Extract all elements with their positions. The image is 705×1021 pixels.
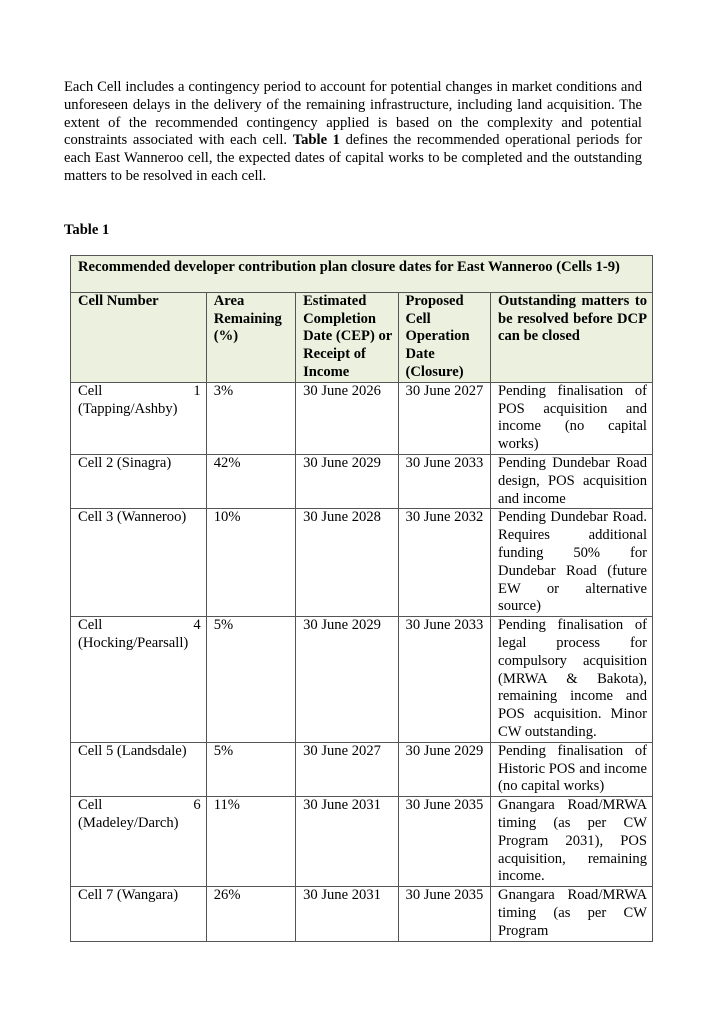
closure-date: 30 June 2027 [398, 382, 491, 454]
cell-name: Cell 4 (Hocking/Pearsall) [71, 617, 207, 743]
completion-date: 30 June 2031 [296, 797, 398, 887]
outstanding-matters: Pending finalisation of POS acquisition and income (no capital works) [491, 382, 653, 454]
outstanding-matters: Pending Dundebar Road design, POS acquisition and income [491, 454, 653, 508]
cell-name: Cell 5 (Landsdale) [71, 742, 207, 796]
outstanding-matters: Gnangara Road/MRWA timing (as per CW Program 2031), POS acquisition, remaining income. [491, 797, 653, 887]
closure-date: 30 June 2029 [398, 742, 491, 796]
completion-date: 30 June 2029 [296, 454, 398, 508]
area-remaining: 26% [206, 887, 295, 941]
header-estimated-completion: Estimated Completion Date (CEP) or Receipt of Income [296, 292, 398, 382]
header-cell-number: Cell Number [71, 292, 207, 382]
closure-date: 30 June 2035 [398, 887, 491, 941]
cell-name: Cell 1 (Tapping/Ashby) [71, 382, 207, 454]
closure-date: 30 June 2032 [398, 509, 491, 617]
table-label: Table 1 [64, 222, 110, 238]
table-caption-row [71, 256, 653, 293]
intro-text-before: Each Cell includes a contingency period to account for potential changes in market conditions and unforeseen delays in the delivery of the remaining infrastructure, including land acquisition. The extent of the recommended contingency applied is based on the complexity and potential constraints associated with each cell. [64, 79, 642, 149]
header-proposed-closure: Proposed Cell Operation Date (Closure) [398, 292, 491, 382]
closure-dates-table [70, 255, 653, 942]
table-row [71, 742, 653, 796]
table-row [71, 454, 653, 508]
intro-table-reference: Table 1 [292, 132, 340, 149]
cell-name: Cell 6 (Madeley/Darch) [71, 797, 207, 887]
closure-date: 30 June 2033 [398, 454, 491, 508]
cell-name: Cell 7 (Wangara) [71, 887, 207, 941]
area-remaining: 5% [206, 617, 295, 743]
completion-date: 30 June 2031 [296, 887, 398, 941]
area-remaining: 10% [206, 509, 295, 617]
area-remaining: 3% [206, 382, 295, 454]
completion-date: 30 June 2027 [296, 742, 398, 796]
completion-date: 30 June 2028 [296, 509, 398, 617]
completion-date: 30 June 2026 [296, 382, 398, 454]
table-row [71, 887, 653, 941]
outstanding-matters: Gnangara Road/MRWA timing (as per CW Program [491, 887, 653, 941]
area-remaining: 42% [206, 454, 295, 508]
outstanding-matters: Pending Dundebar Road. Requires additional funding 50% for Dundebar Road (future EW or alternative source) [491, 509, 653, 617]
cell-name: Cell 2 (Sinagra) [71, 454, 207, 508]
table-row [71, 382, 653, 454]
cell-name: Cell 3 (Wanneroo) [71, 509, 207, 617]
header-outstanding-matters: Outstanding matters to be resolved before DCP can be closed [491, 292, 653, 382]
area-remaining: 5% [206, 742, 295, 796]
closure-date: 30 June 2035 [398, 797, 491, 887]
table-row [71, 797, 653, 887]
table-row [71, 509, 653, 617]
outstanding-matters: Pending finalisation of Historic POS and income (no capital works) [491, 742, 653, 796]
table-row [71, 617, 653, 743]
table-header-row [71, 292, 653, 382]
closure-date: 30 June 2033 [398, 617, 491, 743]
outstanding-matters: Pending finalisation of legal process for compulsory acquisition (MRWA & Bakota), remaining income and POS acquisition. Minor CW outstanding. [491, 617, 653, 743]
intro-text-after: defines the recommended operational periods for each East Wanneroo cell, the expected dates of capital works to be completed and the outstanding matters to be resolved in each cell. [64, 132, 642, 184]
area-remaining: 11% [206, 797, 295, 887]
completion-date: 30 June 2029 [296, 617, 398, 743]
table-caption: Recommended developer contribution plan closure dates for East Wanneroo (Cells 1-9) [71, 256, 653, 293]
header-area-remaining: Area Remaining (%) [206, 292, 295, 382]
intro-paragraph [64, 79, 642, 186]
